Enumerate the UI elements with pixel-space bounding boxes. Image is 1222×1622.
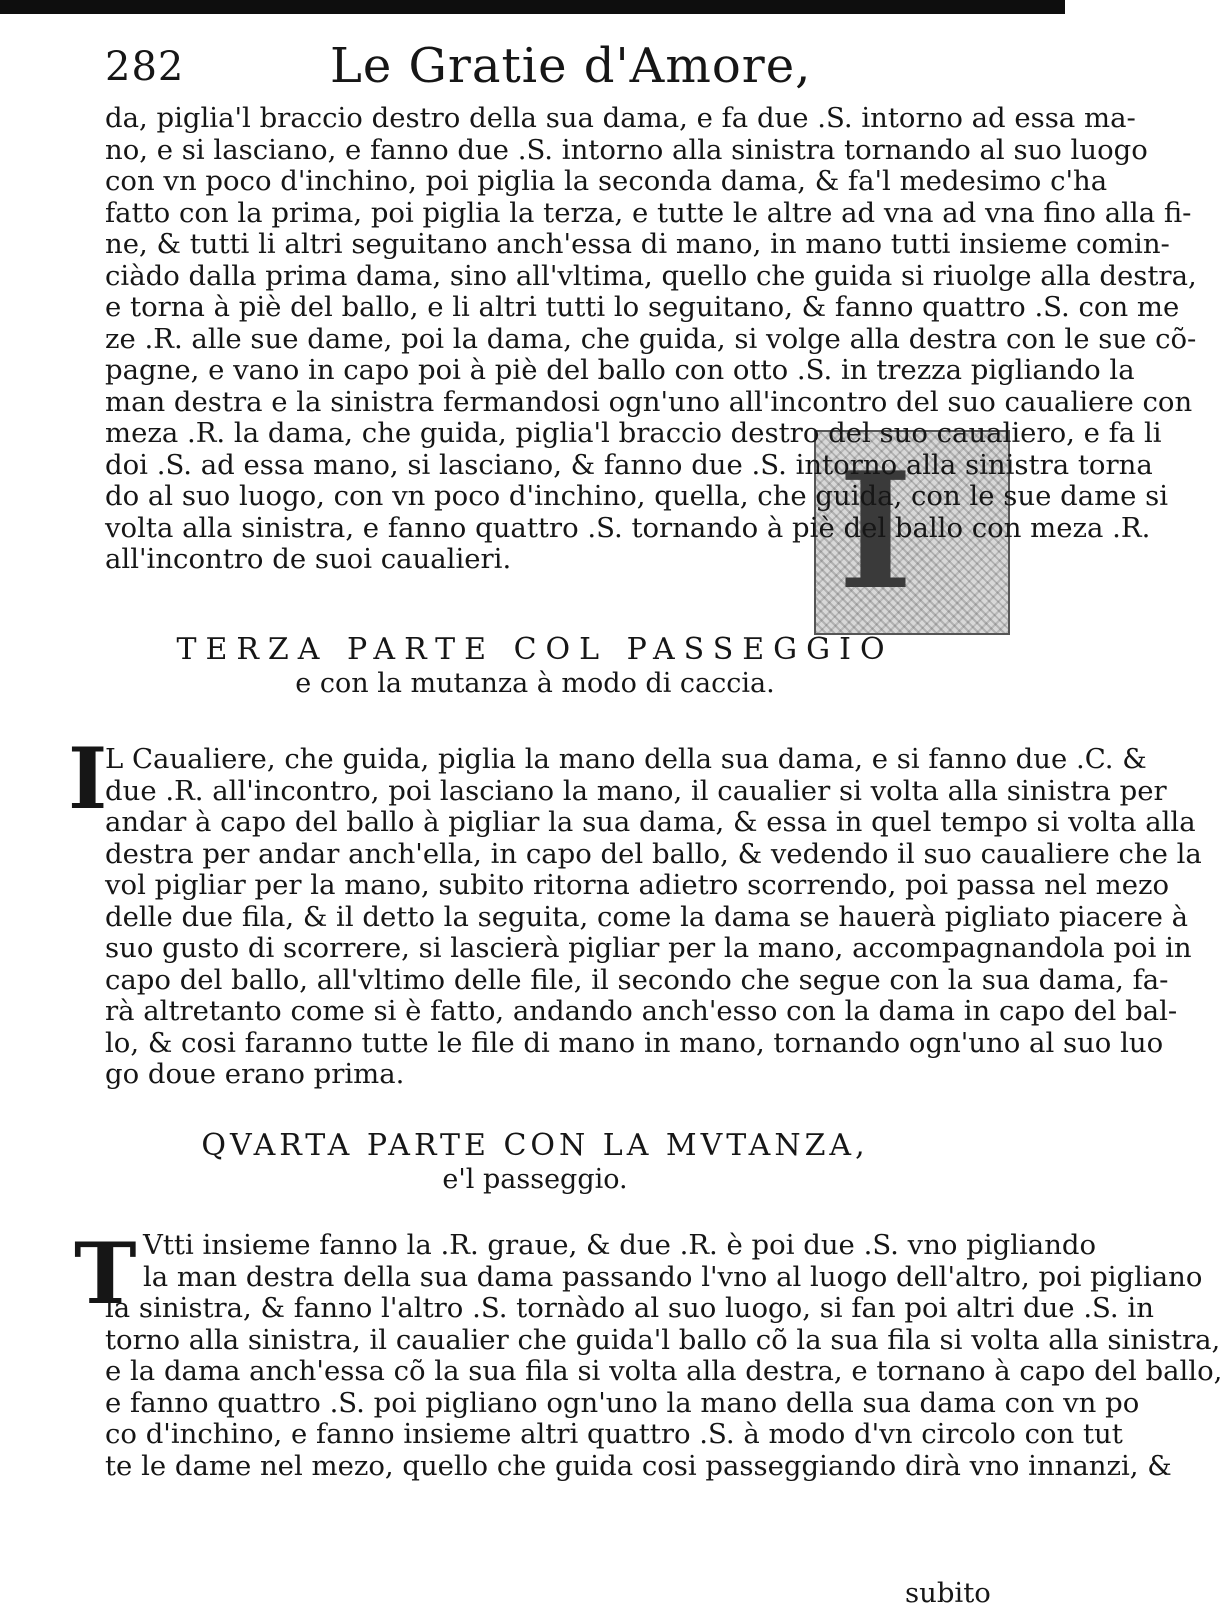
text-line: e la dama anch'essa cõ la sua fila si volta alla destra, e tornano à capo del ballo, bbox=[105, 1355, 1222, 1387]
text-line: suo gusto di scorrere, si lascierà pigliar per la mano, accompagnandola poi in bbox=[105, 932, 1192, 964]
text-line: ciàdo dalla prima dama, sino all'vltima, quello che guida si riuolge alla destra, bbox=[105, 259, 1197, 292]
woodcut-initial-letter: I bbox=[838, 437, 913, 625]
section-title: QVARTA PARTE CON LA MVTANZA, bbox=[201, 1128, 869, 1163]
text-line: due .R. all'incontro, poi lasciano la mano, il caualier si volta alla sinistra per bbox=[105, 774, 1167, 807]
page-number: 282 bbox=[105, 44, 185, 90]
text-line: all'incontro de suoi caualieri. bbox=[105, 543, 512, 575]
section-subtitle: e'l passeggio. bbox=[442, 1164, 628, 1195]
text-line: rà altretanto come si è fatto, andando anch'esso con la dama in capo del bal- bbox=[105, 995, 1178, 1027]
text-line: e fanno quattro .S. poi pigliano ogn'uno la mano della sua dama con vn po bbox=[105, 1386, 1140, 1419]
text-line: Vtti insieme fanno la .R. graue, & due .R. è poi due .S. vno pigliando bbox=[143, 1229, 1097, 1261]
text-line: fatto con la prima, poi piglia la terza, e tutte le altre ad vna ad vna fino alla fi- bbox=[105, 196, 1192, 229]
text-line: meza .R. la dama, che guida, piglia'l braccio destro del suo caualiero, e fa li bbox=[105, 417, 1162, 449]
text-line: pagne, e vano in capo poi à piè del ballo con otto .S. in trezza pigliando la bbox=[105, 354, 1135, 386]
drop-cap-initial: T bbox=[74, 1224, 137, 1323]
drop-cap-initial: I bbox=[68, 729, 108, 828]
text-line: do al suo luogo, con vn poco d'inchino, quella, che guida, con le sue dame si bbox=[105, 480, 1169, 512]
text-line: ne, & tutti li altri seguitano anch'essa di mano, in mano tutti insieme comin- bbox=[105, 228, 1170, 260]
text-line: L Caualiere, che guida, piglia la mano della sua dama, e si fanno due .C. & bbox=[105, 743, 1147, 775]
text-line: delle due fila, & il detto la seguita, come la dama se hauerà pigliato piacere à bbox=[105, 900, 1189, 933]
text-line: te le dame nel mezo, quello che guida cosi passeggiando dirà vno innanzi, & bbox=[105, 1449, 1172, 1482]
section-title: TERZA PARTE COL PASSEGGIO bbox=[176, 632, 894, 667]
paragraph-terza-parte bbox=[105, 743, 1202, 1091]
top-border-rule bbox=[0, 0, 1065, 14]
text-line: la sinistra, & fanno l'altro .S. tornàdo al suo luogo, si fan poi altri due .S. in bbox=[105, 1292, 1154, 1324]
section-heading-quarta-parte bbox=[105, 1128, 965, 1196]
text-line: doi .S. ad essa mano, si lasciano, & fanno due .S. intorno alla sinistra torna bbox=[105, 448, 1153, 481]
paragraph-quarta-parte bbox=[105, 1229, 1222, 1482]
text-line: la man destra della sua dama passando l'vno al luogo dell'altro, poi pigliano bbox=[143, 1260, 1203, 1293]
text-line: vol pigliar per la mano, subito ritorna adietro scorrendo, poi passa nel mezo bbox=[105, 869, 1170, 901]
text-line: man destra e la sinistra fermandosi ogn'uno all'incontro del suo caualiere con bbox=[105, 385, 1193, 418]
text-line: da, piglia'l braccio destro della sua dama, e fa due .S. intorno ad essa ma- bbox=[105, 102, 1136, 134]
catchword: subito bbox=[905, 1577, 991, 1609]
text-line: destra per andar anch'ella, in capo del ballo, & vedendo il suo caualiere che la bbox=[105, 837, 1202, 870]
section-heading-terza-parte bbox=[105, 632, 965, 700]
text-line: capo del ballo, all'vltimo delle file, il secondo che segue con la sua dama, fa- bbox=[105, 963, 1169, 996]
text-line: e torna à piè del ballo, e li altri tutti lo seguitano, & fanno quattro .S. con me bbox=[105, 291, 1180, 323]
page-header bbox=[105, 38, 1025, 98]
text-line: con vn poco d'inchino, poi piglia la seconda dama, & fa'l medesimo c'ha bbox=[105, 165, 1108, 197]
text-line: lo, & cosi faranno tutte le file di mano in mano, tornando ogn'uno al suo luo bbox=[105, 1026, 1164, 1059]
text-line: andar à capo del ballo à pigliar la sua dama, & essa in quel tempo si volta alla bbox=[105, 806, 1196, 838]
text-line: no, e si lasciano, e fanno due .S. intorno alla sinistra tornando al suo luogo bbox=[105, 133, 1148, 166]
text-line: co d'inchino, e fanno insieme altri quattro .S. à modo d'vn circolo con tut bbox=[105, 1418, 1123, 1450]
text-line: volta alla sinistra, e fanno quattro .S. tornando à piè del ballo con meza .R. bbox=[105, 511, 1151, 544]
text-line: go doue erano prima. bbox=[105, 1058, 405, 1090]
running-title: Le Gratie d'Amore, bbox=[330, 38, 812, 94]
text-line: torno alla sinistra, il caualier che guida'l ballo cõ la sua fila si volta alla sinistra, bbox=[105, 1323, 1221, 1356]
paragraph-continuation bbox=[105, 102, 1197, 576]
text-line: ze .R. alle sue dame, poi la dama, che guida, si volge alla destra con le sue cõ- bbox=[105, 322, 1197, 355]
section-subtitle: e con la mutanza à modo di caccia. bbox=[295, 668, 775, 699]
